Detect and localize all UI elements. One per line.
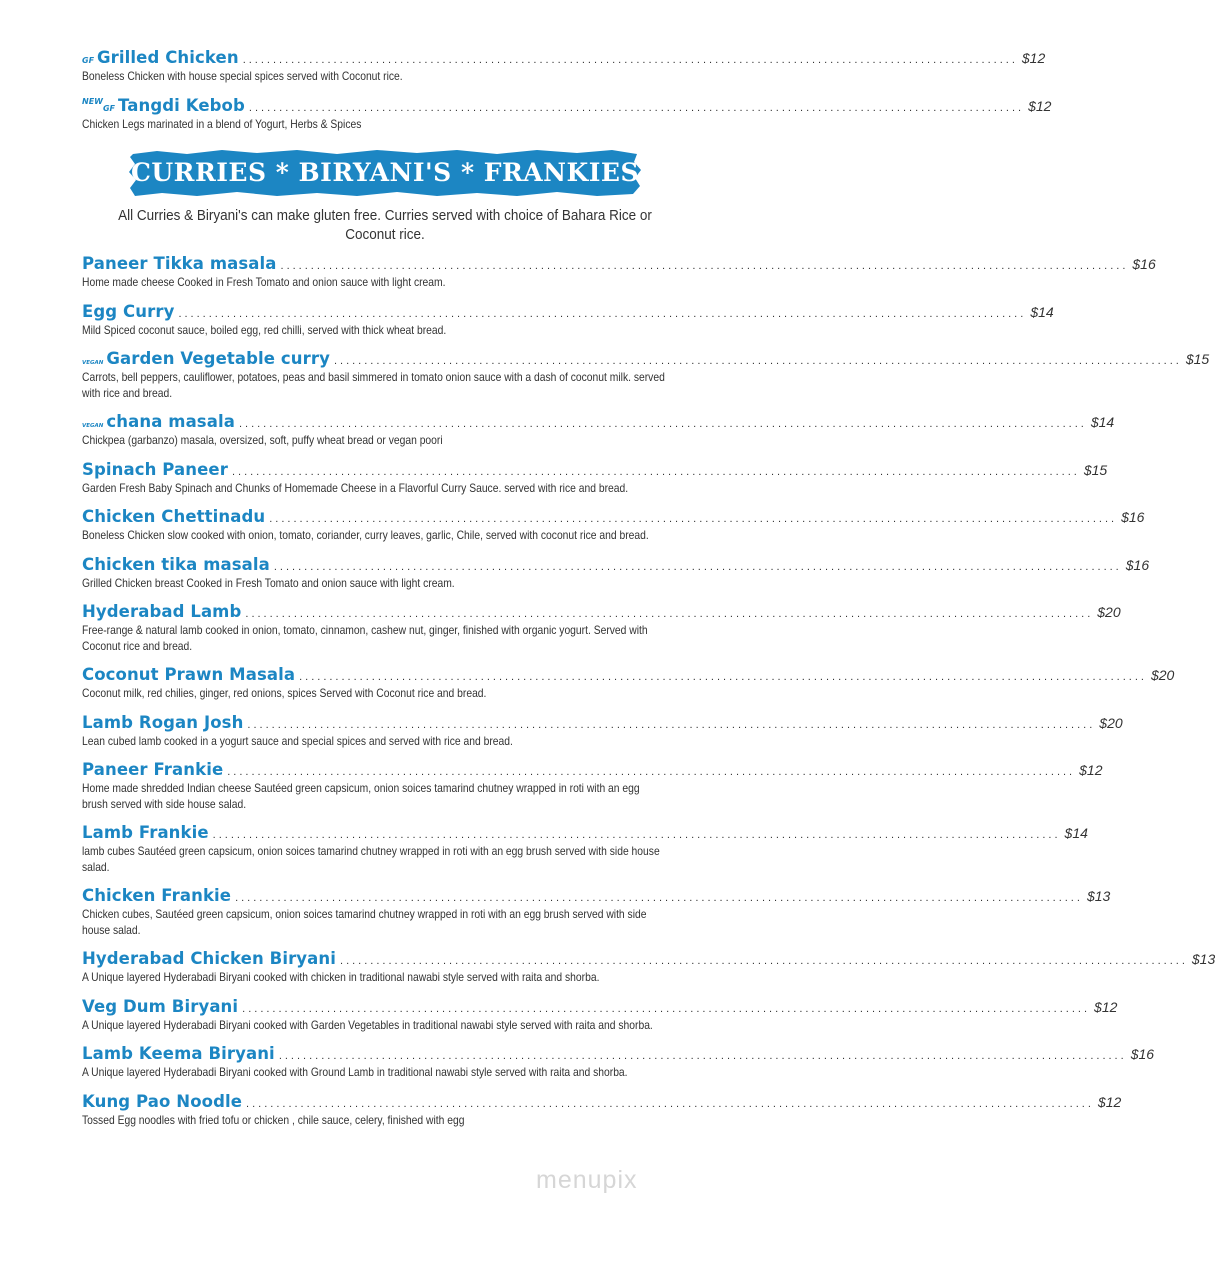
item-price: $20 xyxy=(1097,604,1121,620)
item-name: Egg Curry xyxy=(82,301,175,321)
menu-item xyxy=(82,95,1052,133)
leader-dots: ................................................................................................................................ xyxy=(248,101,1025,114)
item-price: $16 xyxy=(1125,556,1150,573)
leader-dots: ............................................................................................................................................ xyxy=(242,1002,1091,1015)
menu-item xyxy=(82,254,1156,291)
leader-dots: ............................................................................................................................................ xyxy=(235,892,1083,904)
menu-item xyxy=(82,412,1115,449)
section-intro: All Curries & Biryani's can make gluten free. Curries served with choice of Bahara Rice or Coconut rice. xyxy=(118,207,652,243)
item-description: Home made cheese Cooked in Fresh Tomato and onion sauce with light cream. xyxy=(82,275,446,289)
item-description: Tossed Egg noodles with fried tofu or chicken , chile sauce, celery, finished with egg xyxy=(82,1112,465,1127)
leader-dots: ............................................................................................................................................ xyxy=(231,465,1080,478)
item-description: Carrots, bell peppers, cauliflower, potatoes, peas and basil simmered in tomato onion sauce with a dash of coconut milk. served with rice and bread. xyxy=(82,370,665,400)
menu-item xyxy=(82,996,1118,1034)
leader-dots: ............................................................................................................................................ xyxy=(212,829,1061,841)
menu-item xyxy=(82,886,1111,938)
item-price: $13 xyxy=(1086,888,1111,904)
leader-dots: ............................................................................................................................................ xyxy=(340,955,1188,967)
leader-dots: ............................................................................................................................................ xyxy=(247,718,1096,731)
menu-items-list xyxy=(82,254,1215,1128)
item-price: $12 xyxy=(1079,762,1103,778)
item-price: $12 xyxy=(1021,50,1046,66)
watermark-logo: menupix xyxy=(536,1166,638,1194)
menu-item xyxy=(82,1044,1155,1081)
item-name: Coconut Prawn Masala xyxy=(82,665,296,684)
item-price: $16 xyxy=(1130,1046,1155,1062)
item-price: $12 xyxy=(1097,1093,1122,1110)
new-tag: NEW xyxy=(82,96,103,106)
item-name: Chicken Chettinadu xyxy=(82,507,266,526)
item-price: $20 xyxy=(1099,714,1123,731)
item-price: $16 xyxy=(1132,256,1156,272)
leader-dots: ............................................................................................................................................ xyxy=(178,307,1027,320)
leader-dots: ................................................................................................................................ xyxy=(242,54,1018,66)
section-banner xyxy=(127,148,643,198)
menu-item xyxy=(82,554,1150,592)
item-price: $12 xyxy=(1094,998,1118,1015)
menu-item xyxy=(82,459,1108,497)
menu-item xyxy=(82,823,1088,875)
item-description: Garden Fresh Baby Spinach and Chunks of Homemade Cheese in a Flavorful Curry Sauce. served with rice and bread. xyxy=(82,480,629,495)
item-price: $15 xyxy=(1185,351,1210,367)
menu-item xyxy=(82,602,1121,654)
leader-dots: ............................................................................................................................................ xyxy=(227,766,1076,778)
item-name: Garden Vegetable curry xyxy=(106,349,330,368)
menu-page xyxy=(82,48,1215,1139)
item-name: Paneer Frankie xyxy=(82,760,224,779)
item-price: $14 xyxy=(1030,303,1054,320)
item-name: Spinach Paneer xyxy=(82,459,228,479)
item-name: Tangdi Kebob xyxy=(118,95,245,115)
menu-item xyxy=(82,48,1046,85)
item-price: $14 xyxy=(1090,414,1115,430)
item-description: Grilled Chicken breast Cooked in Fresh Tomato and onion sauce with light cream. xyxy=(82,575,455,590)
item-name: Lamb Frankie xyxy=(82,823,209,842)
leader-dots: ............................................................................................................................................ xyxy=(269,513,1118,525)
item-description: A Unique layered Hyderabadi Biryani cooked with Ground Lamb in traditional nawabi style served with raita and shorba. xyxy=(82,1065,628,1079)
item-description: Chickpea (garbanzo) masala, oversized, soft, puffy wheat bread or vegan poori xyxy=(82,433,443,447)
item-price: $14 xyxy=(1064,825,1088,841)
menu-item xyxy=(82,760,1103,812)
item-name: Kung Pao Noodle xyxy=(82,1091,243,1111)
item-price: $16 xyxy=(1121,509,1145,525)
item-description: Home made shredded Indian cheese Sautéed green capsicum, onion soices tamarind chutney wrapped in roti with an egg brush served with side house salad. xyxy=(82,781,640,811)
item-price: $15 xyxy=(1083,461,1108,478)
menu-item xyxy=(82,712,1123,750)
item-name: Hyderabad Lamb xyxy=(82,602,242,621)
item-description: Chicken Legs marinated in a blend of Yogurt, Herbs & Spices xyxy=(82,116,362,131)
item-name: Paneer Tikka masala xyxy=(82,254,277,273)
leader-dots: ............................................................................................................................................ xyxy=(238,418,1087,430)
leader-dots: ............................................................................................................................................ xyxy=(280,260,1129,272)
section-title: CURRIES * BIRYANI'S * FRANKIES xyxy=(130,158,640,187)
item-price: $12 xyxy=(1028,97,1052,114)
leader-dots: ............................................................................................................................................ xyxy=(333,355,1182,367)
item-price: $20 xyxy=(1150,667,1175,683)
menu-item xyxy=(82,949,1215,986)
item-name: chana masala xyxy=(106,412,235,431)
item-description: Boneless Chicken with house special spices served with Coconut rice. xyxy=(82,69,403,83)
item-name: Chicken Frankie xyxy=(82,886,232,905)
menu-item xyxy=(82,1091,1122,1129)
item-name: Veg Dum Biryani xyxy=(82,996,239,1016)
gluten-free-tag: GF xyxy=(82,56,95,65)
item-description: Mild Spiced coconut sauce, boiled egg, red chilli, served with thick wheat bread. xyxy=(82,322,447,337)
item-description: A Unique layered Hyderabadi Biryani cooked with Garden Vegetables in traditional nawabi style served with raita and shorba. xyxy=(82,1017,653,1032)
gluten-free-tag: GF xyxy=(102,103,116,113)
item-description: Lean cubed lamb cooked in a yogurt sauce and special spices and served with rice and bread. xyxy=(82,733,513,748)
vegan-tag: VEGAN xyxy=(82,423,104,429)
menu-item xyxy=(82,349,1210,401)
item-name: Hyderabad Chicken Biryani xyxy=(82,949,337,968)
menu-item xyxy=(82,301,1054,339)
leader-dots: ............................................................................................................................................ xyxy=(278,1050,1127,1062)
item-description: A Unique layered Hyderabadi Biryani cooked with chicken in traditional nawabi style served with raita and shorba. xyxy=(82,970,600,984)
item-name: Lamb Keema Biryani xyxy=(82,1044,275,1063)
leader-dots: ............................................................................................................................................ xyxy=(273,560,1122,573)
item-description: Coconut milk, red chilies, ginger, red onions, spices Served with Coconut rice and bread. xyxy=(82,686,487,700)
leader-dots: ............................................................................................................................................ xyxy=(299,671,1147,683)
item-description: lamb cubes Sautéed green capsicum, onion soices tamarind chutney wrapped in roti with an egg brush served with side house salad. xyxy=(82,844,660,874)
vegan-tag: VEGAN xyxy=(82,360,104,366)
item-name: Grilled Chicken xyxy=(97,48,239,67)
item-description: Free-range & natural lamb cooked in onion, tomato, cinnamon, cashew nut, ginger, finished with organic yogurt. Served with Coconut rice and bread. xyxy=(82,623,648,653)
menu-item xyxy=(82,507,1145,544)
item-description: Boneless Chicken slow cooked with onion, tomato, coriander, curry leaves, garlic, Chile, served with coconut rice and bread. xyxy=(82,528,649,542)
leader-dots: ............................................................................................................................................ xyxy=(246,1097,1094,1110)
item-name: Chicken tika masala xyxy=(82,554,270,574)
leader-dots: ............................................................................................................................................ xyxy=(245,608,1094,620)
item-name: Lamb Rogan Josh xyxy=(82,712,244,732)
menu-item xyxy=(82,665,1175,702)
item-description: Chicken cubes, Sautéed green capsicum, onion soices tamarind chutney wrapped in roti with an egg brush served with side house salad. xyxy=(82,907,647,937)
item-price: $13 xyxy=(1191,951,1215,967)
